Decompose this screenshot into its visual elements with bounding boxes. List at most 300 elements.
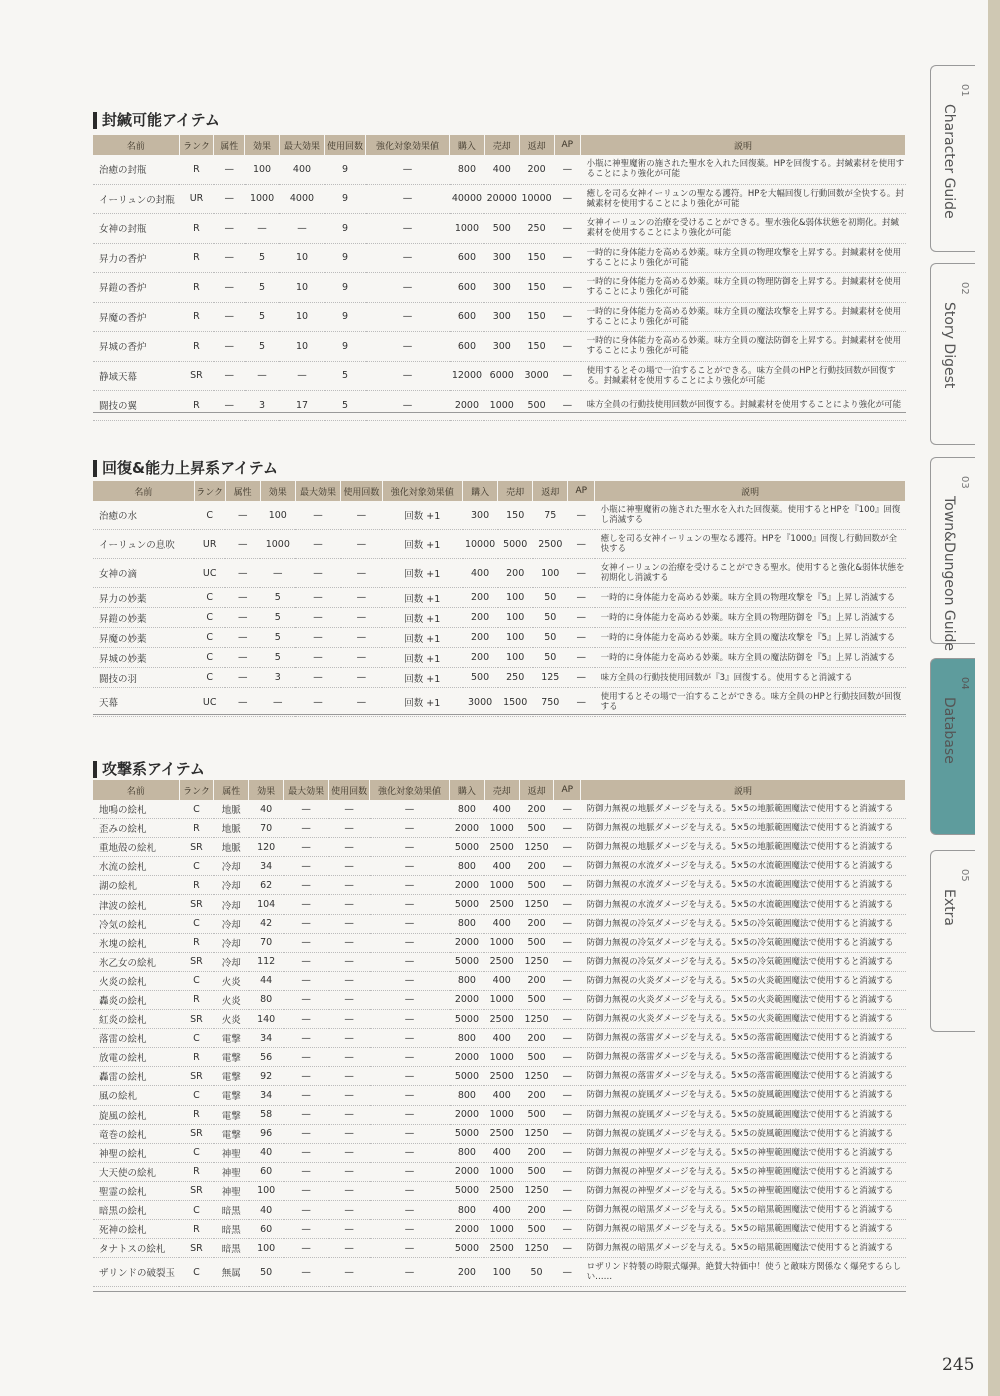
value-cell: 冷却	[214, 876, 249, 895]
value-cell: —	[370, 990, 450, 1009]
tab-number: 01	[959, 84, 970, 97]
value-cell: 2500	[484, 838, 519, 857]
value-cell: —	[366, 302, 450, 332]
value-cell: —	[284, 1010, 329, 1029]
item-name-cell: ザリンドの破裂玉	[93, 1258, 179, 1287]
value-cell: 80	[249, 990, 284, 1009]
value-cell: 600	[450, 243, 485, 273]
item-name-cell: 氷塊の絵札	[93, 933, 179, 952]
tab-town-dungeon-guide[interactable]	[930, 457, 975, 652]
value-cell: —	[284, 1200, 329, 1219]
value-cell: —	[370, 1124, 450, 1143]
value-cell: —	[554, 332, 581, 362]
table-row	[93, 895, 906, 914]
value-cell: —	[284, 1086, 329, 1105]
value-cell: —	[554, 1105, 581, 1124]
value-cell: 300	[484, 302, 519, 332]
value-cell: —	[329, 1220, 370, 1239]
description-cell: 防御力無視の水流ダメージを与える。5×5の水流範囲魔法で使用すると消滅する	[581, 895, 906, 914]
value-cell: 1250	[519, 952, 554, 971]
column-header: 名前	[93, 481, 194, 501]
value-cell: 500	[519, 1105, 554, 1124]
value-cell: —	[329, 1143, 370, 1162]
description-cell: 防御力無視の水流ダメージを与える。5×5の水流範囲魔法で使用すると消滅する	[581, 876, 906, 895]
value-cell: 800	[450, 1029, 485, 1048]
value-cell: 200	[519, 857, 554, 876]
column-header: 属性	[214, 135, 245, 155]
value-cell: 800	[450, 914, 485, 933]
description-cell: 防御力無視の暗黒ダメージを与える。5×5の暗黒範囲魔法で使用すると消滅する	[581, 1200, 906, 1219]
description-cell: 防御力無視の地脈ダメージを与える。5×5の地脈範囲魔法で使用すると消滅する	[581, 800, 906, 819]
value-cell: 9	[325, 302, 366, 332]
value-cell: C	[194, 608, 225, 628]
value-cell: 100	[498, 628, 533, 648]
value-cell: —	[366, 391, 450, 421]
description-cell: 防御力無視の水流ダメージを与える。5×5の水流範囲魔法で使用すると消滅する	[581, 857, 906, 876]
description-cell: 防御力無視の冷気ダメージを与える。5×5の冷気範囲魔法で使用すると消滅する	[581, 914, 906, 933]
value-cell: 3	[260, 668, 295, 688]
value-cell: 9	[325, 155, 366, 184]
value-cell: —	[370, 1010, 450, 1029]
value-cell: SR	[179, 838, 214, 857]
value-cell: 200	[450, 1258, 485, 1287]
value-cell: —	[329, 1010, 370, 1029]
value-cell: 400	[279, 155, 324, 184]
column-header: 効果	[245, 135, 280, 155]
value-cell: 800	[450, 155, 485, 184]
item-name-cell: 竜巻の絵札	[93, 1124, 179, 1143]
value-cell: —	[225, 559, 260, 588]
value-cell: C	[194, 628, 225, 648]
value-cell: —	[214, 302, 245, 332]
attack-items-table	[93, 780, 906, 1287]
table-row	[93, 1010, 906, 1029]
value-cell: 800	[450, 1086, 485, 1105]
value-cell: 5000	[450, 895, 485, 914]
value-cell: 1250	[519, 838, 554, 857]
value-cell: 2000	[450, 876, 485, 895]
value-cell: —	[329, 857, 370, 876]
value-cell: —	[214, 155, 245, 184]
value-cell: —	[554, 1029, 581, 1048]
section-title: 攻撃系アイテム	[93, 761, 205, 778]
value-cell: —	[295, 688, 340, 717]
value-cell: 600	[450, 273, 485, 303]
tab-number: 03	[959, 476, 970, 489]
value-cell: 200	[519, 1143, 554, 1162]
table-row	[93, 243, 906, 273]
value-cell: 200	[463, 628, 498, 648]
column-header: AP	[568, 481, 595, 501]
column-header: ランク	[194, 481, 225, 501]
value-cell: —	[568, 628, 595, 648]
table-row	[93, 608, 906, 628]
column-header: 属性	[214, 780, 249, 800]
value-cell: —	[554, 1258, 581, 1287]
value-cell: —	[225, 628, 260, 648]
value-cell: —	[284, 952, 329, 971]
value-cell: —	[554, 933, 581, 952]
value-cell: —	[341, 588, 382, 608]
value-cell: —	[370, 914, 450, 933]
tab-database[interactable]	[930, 658, 975, 835]
description-cell: 防御力無視の地脈ダメージを与える。5×5の地脈範囲魔法で使用すると消滅する	[581, 819, 906, 838]
value-cell: 回数 +1	[382, 501, 463, 530]
value-cell: 電撃	[214, 1029, 249, 1048]
value-cell: 50	[519, 1258, 554, 1287]
value-cell: —	[225, 668, 260, 688]
value-cell: R	[179, 214, 214, 244]
value-cell: 2000	[450, 990, 485, 1009]
item-name-cell: 昇力の香炉	[93, 243, 179, 273]
value-cell: 500	[519, 391, 554, 421]
table-row	[93, 501, 906, 530]
value-cell: 800	[450, 800, 485, 819]
value-cell: 火炎	[214, 1010, 249, 1029]
value-cell: 20000	[484, 184, 519, 214]
description-cell: 一時的に身体能力を高める妙薬。味方全員の物理攻撃を上昇する。封緘素材を使用することにより強化が可能	[581, 243, 906, 273]
value-cell: 1000	[484, 1162, 519, 1181]
value-cell: 50	[533, 608, 568, 628]
value-cell: —	[341, 530, 382, 559]
value-cell: 100	[260, 501, 295, 530]
value-cell: 42	[249, 914, 284, 933]
value-cell: —	[284, 1220, 329, 1239]
section-title: 封緘可能アイテム	[93, 112, 220, 129]
value-cell: —	[329, 1124, 370, 1143]
value-cell: —	[284, 914, 329, 933]
value-cell: 40	[249, 1200, 284, 1219]
value-cell: 200	[463, 648, 498, 668]
value-cell: —	[554, 302, 581, 332]
value-cell: 400	[463, 559, 498, 588]
description-cell: 女神イーリュンの治療を受けることができる聖水。使用すると強化&弱体状態を初期化し消滅する	[595, 559, 906, 588]
value-cell: —	[370, 1105, 450, 1124]
table-row	[93, 1143, 906, 1162]
column-header: 名前	[93, 780, 179, 800]
description-cell: 防御力無視の神聖ダメージを与える。5×5の神聖範囲魔法で使用すると消滅する	[581, 1162, 906, 1181]
value-cell: 50	[533, 648, 568, 668]
column-header: 返却	[533, 481, 568, 501]
value-cell: 5	[245, 302, 280, 332]
value-cell: 500	[519, 1048, 554, 1067]
value-cell: —	[554, 857, 581, 876]
item-name-cell: 聖霊の絵札	[93, 1181, 179, 1200]
value-cell: 300	[463, 501, 498, 530]
description-cell: ロザリンド特製の時限式爆弾。絶賛大特価中！使うと敵味方関係なく爆発するらしい……	[581, 1258, 906, 1287]
column-header: 使用回数	[329, 780, 370, 800]
column-header: 属性	[225, 481, 260, 501]
value-cell: —	[370, 838, 450, 857]
item-name-cell: 闘技の翼	[93, 391, 179, 421]
value-cell: UR	[179, 184, 214, 214]
value-cell: 96	[249, 1124, 284, 1143]
value-cell: 暗黒	[214, 1220, 249, 1239]
value-cell: —	[214, 273, 245, 303]
value-cell: 500	[519, 990, 554, 1009]
item-name-cell: 水流の絵札	[93, 857, 179, 876]
item-name-cell: 治癒の封瓶	[93, 155, 179, 184]
value-cell: —	[284, 1029, 329, 1048]
value-cell: —	[370, 800, 450, 819]
value-cell: —	[554, 1239, 581, 1258]
item-name-cell: 死神の絵札	[93, 1220, 179, 1239]
value-cell: 5	[245, 273, 280, 303]
table-row	[93, 361, 906, 391]
value-cell: 60	[249, 1162, 284, 1181]
table-row	[93, 332, 906, 362]
value-cell: —	[554, 895, 581, 914]
value-cell: 75	[533, 501, 568, 530]
value-cell: —	[341, 648, 382, 668]
value-cell: R	[179, 273, 214, 303]
value-cell: 回数 +1	[382, 688, 463, 717]
value-cell: —	[329, 1258, 370, 1287]
table-row	[93, 588, 906, 608]
value-cell: —	[554, 1048, 581, 1067]
value-cell: —	[329, 990, 370, 1009]
table-row	[93, 857, 906, 876]
value-cell: —	[366, 243, 450, 273]
column-header: 最大効果	[295, 481, 340, 501]
value-cell: 800	[450, 1143, 485, 1162]
value-cell: 100	[498, 588, 533, 608]
value-cell: —	[554, 838, 581, 857]
description-cell: 防御力無視の暗黒ダメージを与える。5×5の暗黒範囲魔法で使用すると消滅する	[581, 1239, 906, 1258]
value-cell: 5	[245, 243, 280, 273]
value-cell: —	[295, 628, 340, 648]
value-cell: R	[179, 1162, 214, 1181]
value-cell: 70	[249, 819, 284, 838]
value-cell: 400	[484, 1029, 519, 1048]
column-header: 返却	[519, 780, 554, 800]
value-cell: 1250	[519, 1067, 554, 1086]
value-cell: —	[279, 214, 324, 244]
tab-character-guide[interactable]	[930, 65, 975, 252]
description-cell: 一時的に身体能力を高める妙薬。味方全員の魔法防御を上昇する。封緘素材を使用することにより強化が可能	[581, 332, 906, 362]
value-cell: 100	[249, 1239, 284, 1258]
value-cell: SR	[179, 361, 214, 391]
value-cell: R	[179, 819, 214, 838]
table-header-row	[93, 481, 906, 501]
value-cell: 1000	[484, 391, 519, 421]
value-cell: 1000	[484, 1048, 519, 1067]
value-cell: 5	[260, 648, 295, 668]
value-cell: 150	[519, 332, 554, 362]
table-row	[93, 1258, 906, 1287]
value-cell: —	[370, 1048, 450, 1067]
value-cell: 500	[519, 933, 554, 952]
item-name-cell: イーリュンの息吹	[93, 530, 194, 559]
value-cell: —	[370, 1143, 450, 1162]
tab-extra[interactable]	[930, 850, 975, 1032]
value-cell: —	[554, 361, 581, 391]
item-name-cell: 女神の封瓶	[93, 214, 179, 244]
value-cell: 58	[249, 1105, 284, 1124]
table-row	[93, 800, 906, 819]
value-cell: —	[329, 1162, 370, 1181]
value-cell: —	[370, 1181, 450, 1200]
value-cell: —	[370, 1086, 450, 1105]
value-cell: —	[554, 952, 581, 971]
value-cell: 1000	[484, 990, 519, 1009]
value-cell: —	[370, 1220, 450, 1239]
value-cell: 地脈	[214, 838, 249, 857]
table-row	[93, 273, 906, 303]
value-cell: R	[179, 990, 214, 1009]
value-cell: 500	[463, 668, 498, 688]
value-cell: —	[329, 933, 370, 952]
value-cell: —	[284, 876, 329, 895]
item-name-cell: 轟炎の絵札	[93, 990, 179, 1009]
tab-number: 04	[959, 677, 970, 690]
item-name-cell: 湖の絵札	[93, 876, 179, 895]
value-cell: —	[329, 876, 370, 895]
value-cell: 800	[450, 857, 485, 876]
value-cell: C	[179, 1258, 214, 1287]
description-cell: 使用するとその場で一泊することができる。味方全員のHPと行動技回数が回復する	[595, 688, 906, 717]
item-name-cell: 治癒の水	[93, 501, 194, 530]
description-cell: 防御力無視の落雷ダメージを与える。5×5の落雷範囲魔法で使用すると消滅する	[581, 1067, 906, 1086]
tab-story-digest[interactable]	[930, 263, 975, 445]
value-cell: —	[284, 933, 329, 952]
description-cell: 一時的に身体能力を高める妙薬。味方全員の魔法攻撃を上昇する。封緘素材を使用することにより強化が可能	[581, 302, 906, 332]
value-cell: 電撃	[214, 1086, 249, 1105]
value-cell: —	[295, 608, 340, 628]
tab-label: Town&Dungeon Guide	[941, 496, 957, 652]
value-cell: —	[284, 1143, 329, 1162]
column-header: 強化対象効果値	[370, 780, 450, 800]
value-cell: 2000	[450, 1105, 485, 1124]
value-cell: 100	[249, 1181, 284, 1200]
value-cell: —	[370, 819, 450, 838]
value-cell: —	[568, 559, 595, 588]
value-cell: C	[194, 501, 225, 530]
value-cell: 400	[484, 1086, 519, 1105]
column-header: 売却	[484, 780, 519, 800]
description-cell: 防御力無視の暗黒ダメージを与える。5×5の暗黒範囲魔法で使用すると消滅する	[581, 1220, 906, 1239]
column-header: 購入	[463, 481, 498, 501]
description-cell: 防御力無視の落雷ダメージを与える。5×5の落雷範囲魔法で使用すると消滅する	[581, 1048, 906, 1067]
value-cell: —	[370, 952, 450, 971]
value-cell: 5000	[450, 1010, 485, 1029]
table-row	[93, 302, 906, 332]
value-cell: 250	[519, 214, 554, 244]
value-cell: 10	[279, 273, 324, 303]
column-header: 説明	[581, 780, 906, 800]
table-row	[93, 1162, 906, 1181]
value-cell: —	[225, 648, 260, 668]
value-cell: 17	[279, 391, 324, 421]
column-header: 使用回数	[341, 481, 382, 501]
value-cell: 500	[519, 819, 554, 838]
value-cell: —	[284, 1258, 329, 1287]
description-cell: 小瓶に神聖魔術の施された聖水を入れた回復薬。HPを回復する。封緘素材を使用することにより強化が可能	[581, 155, 906, 184]
value-cell: —	[295, 559, 340, 588]
item-name-cell: 天幕	[93, 688, 194, 717]
value-cell: 回数 +1	[382, 628, 463, 648]
value-cell: 5000	[450, 1239, 485, 1258]
value-cell: SR	[179, 1124, 214, 1143]
value-cell: —	[370, 857, 450, 876]
tab-label: Extra	[941, 889, 957, 926]
value-cell: 40	[249, 1143, 284, 1162]
value-cell: —	[329, 1181, 370, 1200]
value-cell: 34	[249, 1029, 284, 1048]
value-cell: 400	[484, 155, 519, 184]
table-row	[93, 214, 906, 244]
description-cell: 一時的に身体能力を高める妙薬。味方全員の魔法防御を『5』上昇し消滅する	[595, 648, 906, 668]
value-cell: 40	[249, 800, 284, 819]
table-row	[93, 838, 906, 857]
table-row	[93, 876, 906, 895]
value-cell: C	[179, 1200, 214, 1219]
value-cell: —	[554, 1220, 581, 1239]
description-cell: 防御力無視の旋風ダメージを与える。5×5の旋風範囲魔法で使用すると消滅する	[581, 1124, 906, 1143]
table-row	[93, 819, 906, 838]
item-name-cell: 歪みの絵札	[93, 819, 179, 838]
value-cell: 10000	[519, 184, 554, 214]
value-cell: —	[554, 214, 581, 244]
value-cell: —	[295, 668, 340, 688]
description-cell: 防御力無視の旋風ダメージを与える。5×5の旋風範囲魔法で使用すると消滅する	[581, 1086, 906, 1105]
value-cell: 12000	[450, 361, 485, 391]
value-cell: —	[225, 588, 260, 608]
tab-label: Database	[941, 697, 957, 764]
value-cell: R	[179, 332, 214, 362]
description-cell: 癒しを司る女神イーリュンの聖なる護符。HPを大幅回復し行動回数が全快する。封緘素材を使用することにより強化が可能	[581, 184, 906, 214]
value-cell: C	[179, 1086, 214, 1105]
value-cell: 200	[519, 1086, 554, 1105]
sealable-items-table	[93, 135, 906, 421]
item-name-cell: 重地殻の絵札	[93, 838, 179, 857]
value-cell: —	[214, 214, 245, 244]
description-cell: 防御力無視の冷気ダメージを与える。5×5の冷気範囲魔法で使用すると消滅する	[581, 952, 906, 971]
value-cell: C	[179, 971, 214, 990]
description-cell: 味方全員の行動技使用回数が『3』回復する。使用すると消滅する	[595, 668, 906, 688]
value-cell: 200	[519, 914, 554, 933]
value-cell: —	[341, 501, 382, 530]
table-row	[93, 688, 906, 717]
value-cell: 5000	[450, 1124, 485, 1143]
value-cell: 2500	[484, 1239, 519, 1258]
value-cell: 1000	[260, 530, 295, 559]
value-cell: 神聖	[214, 1162, 249, 1181]
value-cell: C	[179, 914, 214, 933]
value-cell: UR	[194, 530, 225, 559]
value-cell: —	[284, 1181, 329, 1200]
value-cell: C	[194, 648, 225, 668]
value-cell: —	[329, 1048, 370, 1067]
value-cell: —	[370, 876, 450, 895]
value-cell: 5000	[450, 1181, 485, 1200]
description-cell: 味方全員の行動技使用回数が回復する。封緘素材を使用することにより強化が可能	[581, 391, 906, 421]
item-name-cell: 昇鎧の妙薬	[93, 608, 194, 628]
value-cell: —	[370, 895, 450, 914]
tab-number: 02	[959, 282, 970, 295]
value-cell: 冷却	[214, 914, 249, 933]
table-header-row	[93, 135, 906, 155]
description-cell: 防御力無視の旋風ダメージを与える。5×5の旋風範囲魔法で使用すると消滅する	[581, 1105, 906, 1124]
item-name-cell: 静域天幕	[93, 361, 179, 391]
column-header: 最大効果	[284, 780, 329, 800]
item-name-cell: 風の絵札	[93, 1086, 179, 1105]
value-cell: —	[568, 688, 595, 717]
value-cell: —	[366, 361, 450, 391]
value-cell: —	[568, 648, 595, 668]
value-cell: —	[370, 1258, 450, 1287]
value-cell: 400	[484, 800, 519, 819]
